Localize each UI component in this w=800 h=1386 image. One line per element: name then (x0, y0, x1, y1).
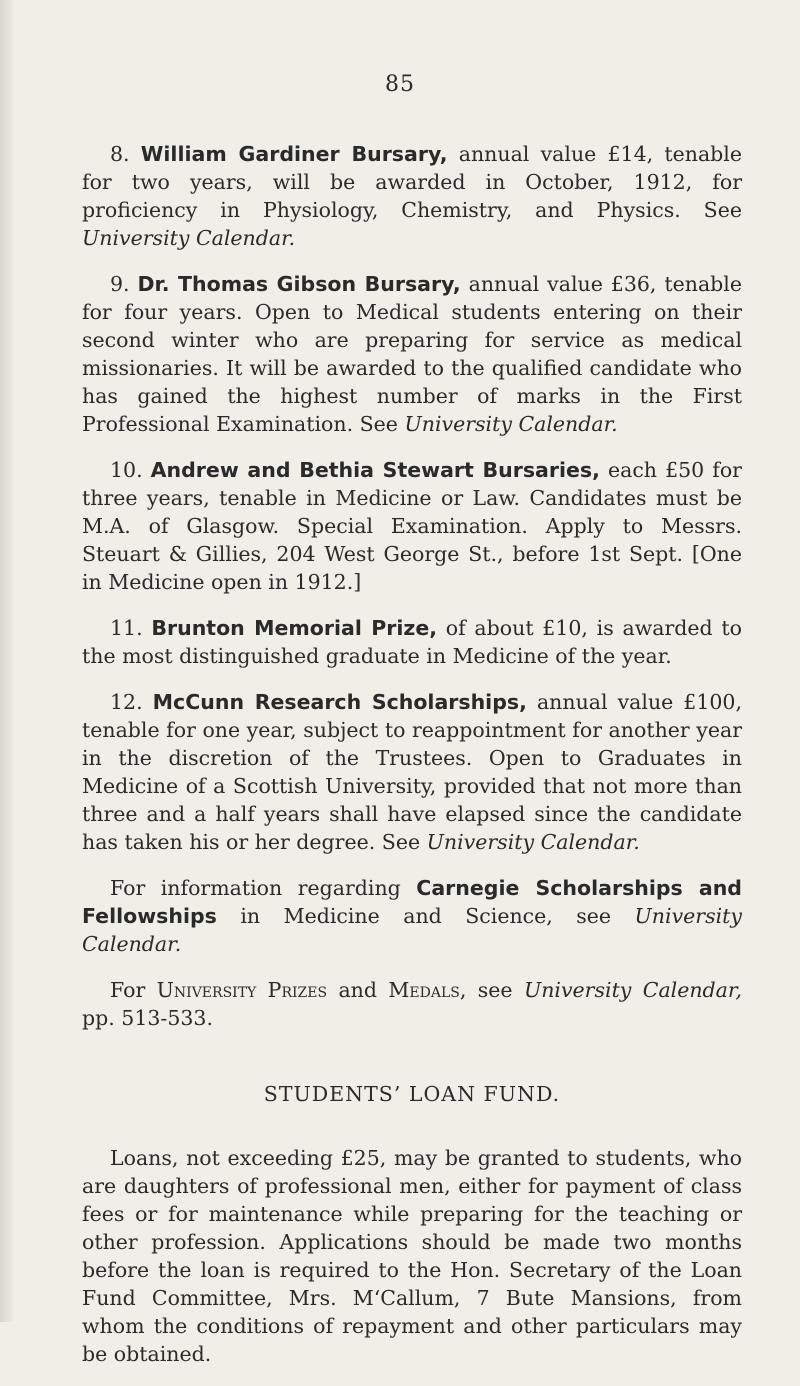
carnegie-paragraph (82, 874, 742, 958)
entry-12 (82, 688, 742, 856)
entry-number: 9. (110, 272, 130, 296)
loan-fund-heading: STUDENTS’ LOAN FUND. (263, 1082, 561, 1106)
prizes-middle: and (338, 978, 378, 1002)
entry-9 (82, 270, 742, 438)
prizes-after: see (477, 978, 513, 1002)
entry-10 (82, 456, 742, 596)
page-body (82, 140, 742, 1386)
entry-11 (82, 614, 742, 670)
entry-text: annual value £36, tenable for four years. Open to Medical students entering on their second winter who are preparing for service as medical missionaries. It will be awarded to the qualified candidate who has gained the highest number of marks in the First Professional Examination. See (82, 272, 742, 436)
entry-reference: University Calendar. (426, 830, 640, 854)
entry-title: Andrew and Bethia Stewart Bursaries, (150, 458, 600, 482)
entry-text: each £50 for three years, tenable in Medicine or Law. Candidates must be M.A. of Glasgow. Special Examination. Apply to Messrs. Steuart & Gillies, 204 West George St., before 1st Sept. [One in Medicine open in 1912.] (82, 458, 742, 594)
entry-number: 8. (110, 142, 130, 166)
entry-number: 12. (110, 690, 143, 714)
carnegie-before: For information regarding (110, 876, 401, 900)
carnegie-after: in Medicine and Science, see (240, 904, 612, 928)
entry-title: Brunton Memorial Prize, (151, 616, 438, 640)
prizes-reference: University Calendar, (523, 978, 742, 1002)
entry-reference: University Calendar. (404, 412, 618, 436)
page-number: 85 (385, 72, 415, 97)
entry-reference: University Calendar. (82, 226, 296, 250)
entry-number: 11. (110, 616, 143, 640)
entry-8 (82, 140, 742, 252)
carnegie-reference: University Calendar. (82, 904, 742, 956)
prizes-title-medals: Medals, (388, 978, 467, 1002)
prizes-title: University Prizes (156, 978, 328, 1002)
entry-text: annual value £14, tenable for two years, will be awarded in October, 1912, for proficiency in Physiology, Chemistry, and Physics. See (82, 142, 742, 222)
prizes-before: For (110, 978, 146, 1002)
entry-title: William Gardiner Bursary, (140, 142, 448, 166)
page-gutter-shadow (0, 0, 14, 1322)
entry-number: 10. (110, 458, 143, 482)
carnegie-title: Carnegie Scholarships and Fellowships (82, 876, 742, 928)
entry-text: annual value £100, tenable for one year, subject to reappointment for another year in the discretion of the Trustees. Open to Graduates in Medicine of a Scottish University, provided that not more than three and a half years shall have elapsed since the candidate has taken his or her degree. See (82, 690, 742, 854)
entry-title: Dr. Thomas Gibson Bursary, (137, 272, 461, 296)
entry-text: of about £10, is awarded to the most distinguished graduate in Medicine of the year. (82, 616, 742, 668)
prizes-paragraph (82, 976, 742, 1032)
loan-fund-paragraph: Loans, not exceeding £25, may be granted to students, who are daughters of professional men, either for payment of class fees or for maintenance while preparing for the teaching or other profession. Applications should be made two months before the loan is required to the Hon. Secretary of the Loan Fund Committee, Mrs. M‘Callum, 7 Bute Mansions, from whom the conditions of repayment and other particulars may be obtained. (82, 1146, 742, 1366)
prizes-pages: pp. 513-533. (82, 1006, 213, 1030)
entry-title: McCunn Research Scholarships, (152, 690, 527, 714)
